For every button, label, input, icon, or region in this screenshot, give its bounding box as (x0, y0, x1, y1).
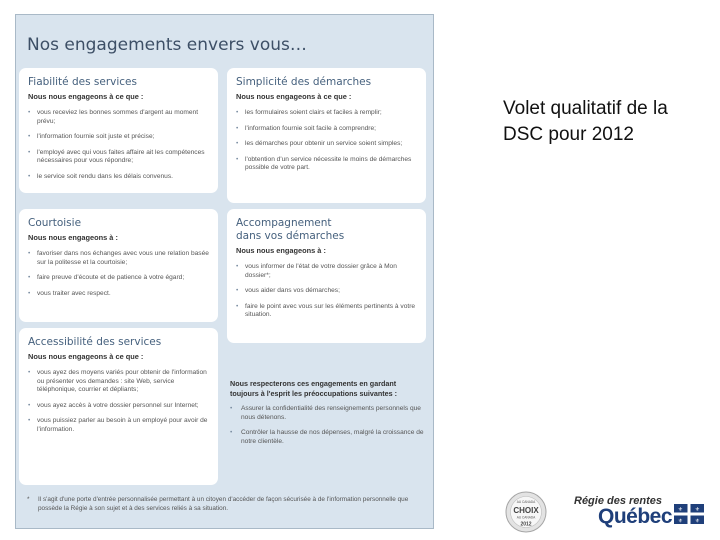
choix-year: 2012 (520, 521, 532, 528)
card-title: Simplicité des démarches (236, 76, 372, 88)
list-item: • l'information fournie soit juste et précise; (28, 133, 210, 142)
card-accessibilite (19, 328, 218, 485)
card-title: Accessibilité des services (28, 336, 162, 348)
slide-caption: Volet qualitatif de la DSC pour 2012 (503, 98, 668, 145)
card-title: Fiabilité des services (28, 76, 137, 88)
choix-small-top: AU CANADA (516, 500, 536, 504)
list-item: • vous puissiez parler au besoin à un employé pour avoir de l'information. (28, 417, 210, 434)
list-item: • vous informer de l'état de votre dossier grâce à Mon dossier*; (236, 263, 418, 280)
svg-text:⚜: ⚜ (695, 518, 700, 524)
card-accompagnement (227, 209, 426, 343)
card-simplicite (227, 68, 426, 203)
list-item: • vous aider dans vos démarches; (236, 287, 418, 296)
card-list (236, 109, 418, 173)
card-courtoisie (19, 209, 218, 322)
footnote-mark: * (27, 496, 30, 503)
list-item: • vous ayez accès à votre dossier personnel sur Internet; (28, 402, 210, 411)
card-fiabilite (19, 68, 218, 193)
poster-title: Nos engagements envers vous… (27, 35, 307, 55)
respect-block (230, 379, 425, 453)
quebec-wordmark: Québec (598, 505, 673, 528)
card-list (28, 369, 210, 435)
regie-quebec-logo (572, 494, 712, 530)
card-list (236, 263, 418, 320)
list-item: • faire le point avec vous sur les éléments pertinents à votre situation. (236, 303, 418, 320)
card-list (28, 250, 210, 298)
list-item: • favoriser dans nos échanges avec vous une relation basée sur la politesse et la courtoisie; (28, 250, 210, 267)
card-title: Accompagnement dans vos démarches (236, 217, 345, 242)
list-item: • l'information fournie soit facile à comprendre; (236, 125, 418, 134)
svg-text:⚜: ⚜ (678, 518, 683, 524)
svg-text:⚜: ⚜ (695, 507, 700, 513)
svg-text:⚜: ⚜ (678, 507, 683, 513)
list-item: • l'employé avec qui vous faites affaire ait les compétences nécessaires pour vous répondre; (28, 149, 210, 166)
list-item: • les formulaires soient clairs et faciles à remplir; (236, 109, 418, 118)
choix-small-bottom: AU CANADA (516, 515, 536, 520)
list-item: • vous ayez des moyens variés pour obtenir de l'information ou présenter vos demandes : site Web, service téléphonique, courrier et dépliants; (28, 369, 210, 395)
quebec-flag-icon (674, 504, 704, 524)
card-title: Courtoisie (28, 217, 82, 229)
footnote-text: Il s'agit d'une porte d'entrée personnalisée permettant à un citoyen d'accéder de façon sécurisée à de l'information personnelle que possède la Régie à son sujet et à des services reliés à sa situation. (38, 496, 409, 512)
choix-seal-icon (505, 491, 547, 533)
list-item: • le service soit rendu dans les délais convenus. (28, 173, 210, 182)
list-item: • l'obtention d'un service nécessite le moins de démarches possible de votre part. (236, 156, 418, 173)
list-item: • Assurer la confidentialité des renseignements personnels que nous détenons. (230, 405, 425, 422)
card-subtitle: Nous nous engageons à : (236, 246, 326, 255)
regie-name: Régie des rentes (574, 495, 663, 507)
card-subtitle: Nous nous engageons à ce que : (236, 92, 352, 101)
list-item: • vous traiter avec respect. (28, 290, 210, 299)
list-item: • les démarches pour obtenir un service soient simples; (236, 140, 418, 149)
list-item: • vous receviez les bonnes sommes d'argent au moment prévu; (28, 109, 210, 126)
card-subtitle: Nous nous engageons à : (28, 233, 118, 242)
engagements-poster (15, 14, 434, 529)
choix-big: CHOIX (513, 506, 539, 515)
list-item: • faire preuve d'écoute et de patience à votre égard; (28, 274, 210, 283)
card-list (28, 109, 210, 182)
card-subtitle: Nous nous engageons à ce que : (28, 92, 144, 101)
footnote (27, 495, 427, 513)
respect-heading: Nous respecterons ces engagements en gardant toujours à l'esprit les préoccupations suivantes : (230, 379, 398, 398)
card-subtitle: Nous nous engageons à ce que : (28, 352, 144, 361)
list-item: • Contrôler la hausse de nos dépenses, malgré la croissance de notre clientèle. (230, 429, 425, 446)
respect-list (230, 405, 425, 446)
